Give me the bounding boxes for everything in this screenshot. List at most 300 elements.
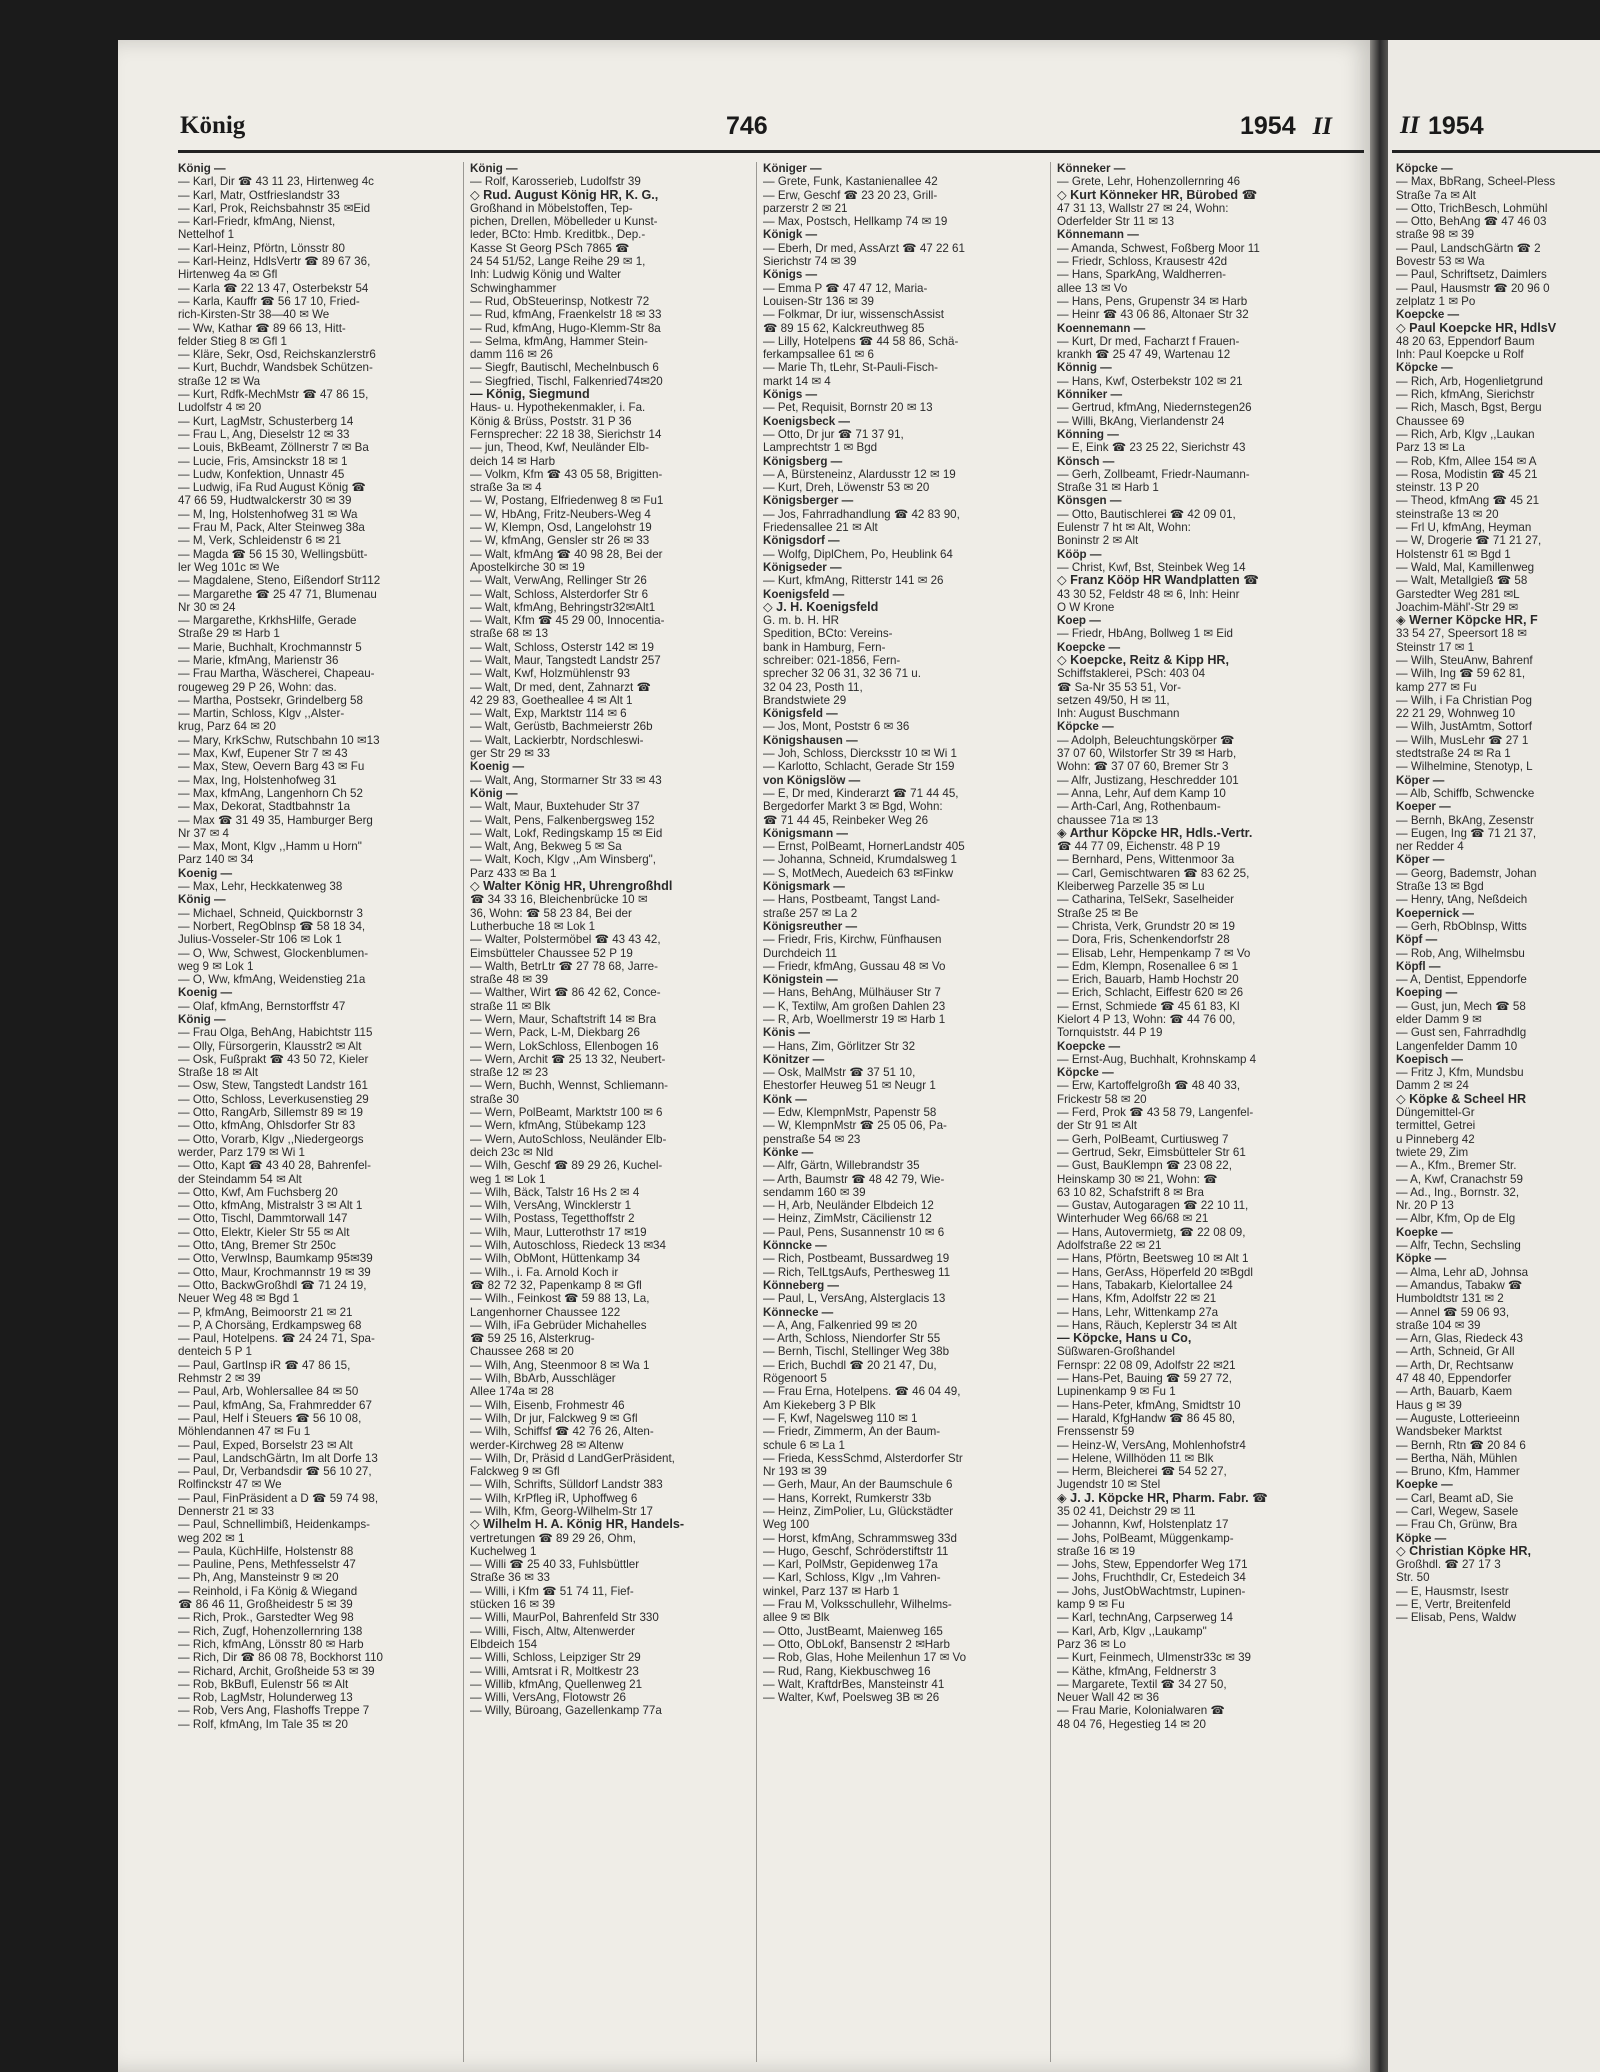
directory-entry: Winterhuder Weg 66/68 ✉ 21 (1057, 1212, 1209, 1226)
directory-entry: — Marie, kfmAng, Marienstr 36 (178, 653, 339, 667)
directory-entry: — Wilh, Bäck, Talstr 16 Hs 2 ✉ 4 (470, 1185, 640, 1199)
directory-entry: — Karla ☎ 22 13 47, Osterbekstr 54 (178, 281, 369, 295)
directory-entry: — Heinz, ZimPolier, Lu, Glückstädter (763, 1504, 954, 1518)
directory-entry: — Johs, Fruchthdlr, Cr, Estedeich 34 (1057, 1571, 1246, 1585)
directory-entry: — Wilh, Dr, Präsid d LandGerPräsident, (470, 1451, 675, 1465)
directory-entry: — Rob, Glas, Hohe Meilenhun 17 ✉ Vo (763, 1651, 967, 1665)
directory-entry: — Martin, Schloss, Klgv ,,Alster- (178, 707, 345, 721)
directory-entry: leder, BCto: Hmb. Kreditbk., Dep.- (470, 228, 646, 242)
directory-entry: — Karl, Prok, Reichsbahnstr 35 ✉Eid (178, 201, 371, 215)
directory-entry: Nr 193 ✉ 39 (763, 1465, 827, 1479)
directory-entry: — O, Ww, kfmAng, Weidenstieg 21a (178, 973, 366, 987)
directory-entry: — Johanna, Schneid, Krumdalsweg 1 (763, 853, 957, 867)
directory-entry: — Wilh, Dr jur, Falckweg 9 ✉ Gfl (470, 1411, 638, 1425)
directory-entry: allee 9 ✉ Blk (763, 1611, 830, 1625)
directory-entry: — Hans, Postbeamt, Tangst Land- (763, 893, 941, 907)
directory-entry: — Gustav, Autogaragen ☎ 22 10 11, (1057, 1199, 1249, 1213)
directory-entry: — Eugen, Ing ☎ 71 21 37, (1396, 826, 1537, 840)
directory-entry: straße 12 ✉ Wa (178, 374, 261, 388)
directory-spread (118, 40, 1600, 2072)
directory-entry: — Walt, Koch, Klgv ,,Am Winsberg", (470, 853, 657, 867)
directory-entry: — Karl, technAng, Carpserweg 14 (1057, 1611, 1233, 1625)
header-year: 1954 (1240, 112, 1296, 140)
directory-entry: Adolfstraße 22 ✉ 21 (1057, 1239, 1162, 1253)
directory-entry: Koepke — (1396, 1225, 1453, 1239)
directory-entry: — Rolf, Karosserieb, Ludolfstr 39 (470, 175, 641, 189)
column-4 (1057, 162, 1349, 2062)
directory-entry: — Wern, LokSchloss, Ellenbogen 16 (470, 1039, 659, 1053)
directory-entry: — M, Verk, Schleidenstr 6 ✉ 21 (178, 534, 342, 548)
directory-entry: — Jos, Mont, Poststr 6 ✉ 36 (763, 720, 910, 734)
directory-entry: — Walt, Gerüstb, Bachmeierstr 26b (470, 720, 653, 734)
directory-entry: — Siegfried, Tischl, Falkenried74✉20 (470, 374, 663, 388)
directory-entry: — Ww, Kathar ☎ 89 66 13, Hitt- (178, 321, 346, 335)
directory-entry: — Alb, Schiffb, Schwencke (1396, 786, 1535, 800)
directory-entry: — Walt, KraftdrBes, Mansteinstr 41 (763, 1677, 945, 1691)
directory-entry: — Osk, MalMstr ☎ 37 51 10, (763, 1066, 916, 1080)
directory-entry: — Karl, Arb, Klgv ,,Laukamp" (1057, 1624, 1207, 1638)
directory-entry: ☎ 71 44 45, Reinbeker Weg 26 (763, 813, 929, 827)
directory-entry: — Henry, tAng, Neßdeich (1396, 893, 1528, 907)
directory-entry: — Kurt, Buchdr, Wandsbek Schützen- (178, 361, 373, 375)
directory-entry: stedtstraße 24 ✉ Ra 1 (1396, 747, 1511, 761)
directory-entry: — Frau Olga, BehAng, Habichtstr 115 (178, 1026, 373, 1040)
directory-entry: — Olaf, kfmAng, Bernstorffstr 47 (178, 999, 346, 1013)
directory-entry: — Friedr, Fris, Kirchw, Fünfhausen (763, 933, 942, 947)
directory-entry: 63 10 82, Schafstrift 8 ✉ Bra (1057, 1185, 1204, 1199)
directory-entry: — Arth, Dr, Rechtsanw (1396, 1358, 1514, 1372)
directory-entry: Königsreuther — (763, 919, 858, 933)
directory-entry: Rögenoort 5 (763, 1372, 827, 1386)
directory-entry: — Alfr, Techn, Sechsling (1396, 1239, 1521, 1253)
directory-entry: Nr. 20 P 13 (1396, 1199, 1454, 1213)
directory-entry: — Wilh, Maur, Lutterothstr 17 ✉19 (470, 1225, 647, 1239)
directory-entry: Friedensallee 21 ✉ Alt (763, 521, 878, 535)
directory-entry: — Wilh, i Fa Christian Pog (1396, 693, 1532, 707)
directory-entry: — Gerh, PolBeamt, Curtiusweg 7 (1057, 1132, 1229, 1146)
directory-entry: — Gerh, Maur, An der Baumschule 6 (763, 1478, 953, 1492)
directory-entry: Kuchelweg 1 (470, 1544, 537, 1558)
directory-entry: — Käthe, kfmAng, Feldnerstr 3 (1057, 1664, 1217, 1678)
directory-entry: — Norbert, RegOblnsp ☎ 58 18 34, (178, 919, 366, 933)
directory-entry: — Martha, Postsekr, Grindelberg 58 (178, 693, 363, 707)
directory-entry: — Jos, Fahrradhandlung ☎ 42 83 90, (763, 507, 960, 521)
directory-entry: — Wilh, Geschf ☎ 89 29 26, Kuchel- (470, 1159, 663, 1173)
directory-entry: — Magdalene, Steno, Eißendorf Str112 (178, 574, 381, 588)
directory-entry: — R, Arb, Woellmerstr 19 ✉ Harb 1 (763, 1013, 946, 1026)
directory-entry: — Wern, Buchh, Wennst, Schliemann- (470, 1079, 669, 1093)
directory-entry: — Annel ☎ 59 06 93, (1396, 1305, 1510, 1319)
directory-entry: — Edw, KlempnMstr, Papenstr 58 (763, 1106, 937, 1120)
directory-entry: — Hans-Peter, kfmAng, Smidtstr 10 (1057, 1398, 1241, 1412)
directory-entry: Inh: Ludwig König und Walter (470, 268, 622, 282)
directory-entry: von Königslöw — (763, 773, 861, 787)
directory-entry: — Margarete, Textil ☎ 34 27 50, (1057, 1677, 1227, 1691)
directory-entry: — Frau Martha, Wäscherei, Chapeau- (178, 667, 375, 681)
directory-entry: — Wern, Maur, Schaftstrift 14 ✉ Bra (470, 1013, 657, 1026)
directory-entry: — Gust sen, Fahrradhdlg (1396, 1026, 1527, 1040)
directory-entry: — Walter, Kwf, Poelsweg 3B ✉ 26 (763, 1691, 940, 1705)
directory-entry: Neuer Weg 48 ✉ Bgd 1 (178, 1292, 299, 1306)
directory-entry: ☎ 86 46 11, Großheidestr 5 ✉ 39 (178, 1598, 353, 1612)
directory-entry: — Gerh, RbOblnsp, Witts (1396, 919, 1527, 933)
directory-entry: allee 13 ✉ Vo (1057, 281, 1128, 295)
directory-entry: — Rich, Prok., Garstedter Weg 98 (178, 1611, 354, 1625)
directory-entry: — Max, Stew, Oevern Barg 43 ✉ Fu (178, 760, 365, 774)
directory-entry: — Johs, Stew, Eppendorfer Weg 171 (1057, 1558, 1248, 1572)
directory-entry: kamp 277 ✉ Fu (1396, 680, 1477, 694)
directory-entry: — E, Vertr, Breitenfeld (1396, 1598, 1511, 1612)
directory-entry: Fernsprecher: 22 18 38, Sierichstr 14 (470, 427, 662, 441)
directory-entry: Rolfinckstr 47 ✉ We (178, 1478, 282, 1492)
directory-entry: König — (470, 162, 518, 175)
directory-entry: Nr 30 ✉ 24 (178, 600, 236, 614)
directory-entry: — Kurt, Rdfk-MechMstr ☎ 47 86 15, (178, 388, 369, 402)
directory-entry: — Walt, Kfm ☎ 45 29 00, Innocentia- (470, 614, 665, 628)
directory-entry: König & Brüss, Poststr. 31 P 36 (470, 414, 632, 428)
directory-entry: — Arn, Glas, Riedeck 43 (1396, 1332, 1523, 1346)
directory-entry: — Christa, Verk, Grundstr 20 ✉ 19 (1057, 919, 1235, 933)
directory-entry: 37 07 60, Wilstorfer Str 39 ✉ Harb, (1057, 747, 1237, 761)
directory-entry: — Wolfg, DiplChem, Po, Heublink 64 (763, 547, 953, 561)
directory-entry: Königseder — (763, 560, 842, 574)
directory-entry: — Walt, VerwAng, Rellinger Str 26 (470, 574, 647, 588)
directory-entry: Boninstr 2 ✉ Alt (1057, 534, 1139, 548)
directory-entry: — Ferd, Prok ☎ 43 58 79, Langenfel- (1057, 1106, 1254, 1120)
directory-entry: — Hans, Pens, Grupenstr 34 ✉ Harb (1057, 294, 1248, 308)
directory-entry: 32 04 23, Posth 11, (763, 680, 863, 694)
directory-entry: — Paul, Arb, Wohlersallee 84 ✉ 50 (178, 1385, 359, 1399)
directory-entry: — Wilh, MusLehr ☎ 27 1 (1396, 733, 1529, 747)
directory-entry: — Frau Marie, Kolonialwaren ☎ (1057, 1704, 1225, 1718)
directory-entry: — Otto, Vorarb, Klgv ,,Niedergeorgs (178, 1132, 364, 1146)
directory-entry: ☎ 34 33 16, Bleichenbrücke 10 ✉ (470, 893, 648, 907)
directory-entry: Köpfl — (1396, 959, 1441, 973)
directory-entry: — Paul, Helf i Steuers ☎ 56 10 08, (178, 1411, 362, 1425)
directory-entry: — Frau Ch, Grünw, Bra (1396, 1518, 1518, 1532)
column-divider (756, 162, 757, 2062)
directory-entry: — A, Dentist, Eppendorfe (1396, 973, 1527, 987)
directory-entry: — Ad., Ing., Bornstr. 32, (1396, 1185, 1520, 1199)
directory-entry: — Otto, Tischl, Dammtorwall 147 (178, 1212, 348, 1226)
directory-entry: — Friedr, HbAng, Bollweg 1 ✉ Eid (1057, 627, 1233, 641)
directory-entry: — Max ☎ 31 49 35, Hamburger Berg (178, 813, 373, 827)
directory-entry: — Bernhard, Pens, Wittenmoor 3a (1057, 853, 1235, 867)
directory-entry: — Arth, Schneid, Gr All (1396, 1345, 1515, 1359)
directory-entry: — Heinz, ZimMstr, Cäcilienstr 12 (763, 1212, 932, 1226)
directory-entry: — A, Kwf, Cranachstr 59 (1396, 1172, 1523, 1186)
directory-entry: — Wilh, Schiffsf ☎ 42 76 26, Alten- (470, 1425, 654, 1439)
directory-entry: Wohn: ☎ 37 07 60, Bremer Str 3 (1057, 760, 1229, 774)
directory-entry: — Wilh, KrPfleg iR, Uphoffweg 6 (470, 1491, 638, 1505)
directory-entry: Durchdeich 11 (763, 946, 837, 960)
directory-entry: Straße 29 ✉ Harb 1 (178, 627, 280, 641)
directory-entry: — Arth, Baumstr ☎ 48 42 79, Wie- (763, 1172, 945, 1186)
directory-entry: — Köpcke, Hans u Co, (1057, 1332, 1192, 1346)
directory-entry: Köper — (1396, 853, 1445, 867)
directory-entry: Köpcke — (1057, 1066, 1114, 1080)
directory-entry: — Wilh, Eisenb, Frohmestr 46 (470, 1398, 625, 1412)
directory-entry: — Karla, Kauffr ☎ 56 17 10, Fried- (178, 294, 360, 308)
directory-entry: Straße 13 ✉ Bgd (1396, 880, 1484, 894)
directory-entry: — Emma P ☎ 47 47 12, Maria- (763, 281, 928, 295)
directory-entry: Parz 140 ✉ 34 (178, 853, 254, 867)
directory-entry: Kleiberweg Parzelle 35 ✉ Lu (1057, 880, 1205, 894)
directory-entry: Humboldtstr 131 ✉ 2 (1396, 1292, 1504, 1306)
directory-entry: — Walth, BetrLtr ☎ 27 78 68, Jarre- (470, 959, 658, 973)
directory-entry: schreiber: 021-1856, Fern- (763, 653, 901, 667)
directory-entry: — Gertrud, Sekr, Eimsbütteler Str 61 (1057, 1145, 1246, 1159)
directory-entry: 47 31 13, Wallstr 27 ✉ 24, Wohn: (1057, 201, 1229, 215)
directory-entry: straße 48 ✉ 39 (470, 973, 549, 987)
directory-entry: straße 16 ✉ 19 (1057, 1544, 1136, 1558)
directory-entry: deich 23c ✉ Nld (470, 1145, 554, 1159)
directory-entry: Königs — (763, 388, 818, 402)
directory-entry: — Wern, PolBeamt, Marktstr 100 ✉ 6 (470, 1106, 663, 1120)
directory-entry: Köpf — (1396, 933, 1438, 947)
directory-entry: Bovestr 53 ✉ Wa (1396, 255, 1485, 269)
directory-entry: zelplatz 1 ✉ Po (1396, 294, 1476, 308)
directory-entry: Könneberg — (763, 1278, 840, 1292)
directory-entry: Straße 31 ✉ Harb 1 (1057, 481, 1159, 495)
directory-entry: — Friedr, Zimmerm, An der Baum- (763, 1425, 941, 1439)
directory-entry: — Willi, i Kfm ☎ 51 74 11, Fief- (470, 1584, 634, 1598)
directory-entry: — Rud, kfmAng, Hugo-Klemm-Str 8a (470, 321, 661, 335)
directory-entry: — W, Drogerie ☎ 71 21 27, (1396, 534, 1542, 548)
directory-entry: — Paul, Pens, Susannenstr 10 ✉ 6 (763, 1225, 945, 1239)
directory-entry: straße 257 ✉ La 2 (763, 906, 858, 920)
directory-entry: — Walt, Exp, Marktstr 114 ✉ 6 (470, 707, 627, 721)
directory-entry: straße 12 ✉ 23 (470, 1066, 549, 1080)
directory-entry: ☎ 82 72 32, Papenkamp 8 ✉ Gfl (470, 1278, 642, 1292)
directory-entry: — Kläre, Sekr, Osd, Reichskanzlerstr6 (178, 348, 376, 362)
directory-entry: Ludolfstr 4 ✉ 20 (178, 401, 262, 415)
directory-entry: — Karl, PolMstr, Gepidenweg 17a (763, 1558, 938, 1572)
directory-entry: — Wilhelmine, Stenotyp, L (1396, 760, 1533, 774)
directory-entry: König — (178, 162, 226, 175)
directory-entry: Sierichstr 74 ✉ 39 (763, 255, 857, 269)
directory-entry: — Dora, Fris, Schenkendorfstr 28 (1057, 933, 1230, 947)
directory-entry: König — (178, 893, 226, 907)
header-running-word: König (180, 112, 246, 139)
directory-entry: Kööp — (1057, 547, 1102, 561)
directory-entry: — Wern, Pack, L-M, Diekbarg 26 (470, 1026, 640, 1040)
directory-entry: — Helene, Willhöden 11 ✉ Blk (1057, 1451, 1214, 1465)
directory-entry: — Richard, Archit, Großheide 53 ✉ 39 (178, 1664, 375, 1678)
directory-entry: — Wern, Archit ☎ 25 13 32, Neubert- (470, 1052, 666, 1066)
directory-entry: — Fritz J, Kfm, Mundsbu (1396, 1066, 1524, 1080)
directory-entry: — Willy, Büroang, Gazellenkamp 77a (470, 1704, 662, 1718)
directory-entry: Köpcke — (1396, 162, 1453, 175)
directory-entry: Koepcke — (1057, 640, 1121, 654)
directory-entry: — Amanda, Schwest, Foßberg Moor 11 (1057, 241, 1260, 255)
directory-entry: Damm 2 ✉ 24 (1396, 1079, 1469, 1093)
directory-entry: — W, Postang, Elfriedenweg 8 ✉ Fu1 (470, 494, 664, 508)
directory-entry: — Willi, VersAng, Flotowstr 26 (470, 1691, 626, 1705)
directory-entry: — Wilh, Postass, Tegetthoffstr 2 (470, 1212, 635, 1226)
directory-entry: Nr 37 ✉ 4 (178, 826, 229, 840)
directory-entry: Königsberger — (763, 494, 854, 508)
directory-entry: — W, kfmAng, Gensler str 26 ✉ 33 (470, 534, 650, 548)
directory-entry: — Joh, Schloss, Diercksstr 10 ✉ Wi 1 (763, 747, 957, 761)
directory-entry: der Steindamm 54 ✉ Alt (178, 1172, 302, 1186)
directory-entry: Lutherbuche 18 ✉ Lok 1 (470, 919, 596, 933)
directory-entry: — Wilh, Kfm, Georg-Wilhelm-Str 17 (470, 1504, 653, 1518)
directory-entry: — Magda ☎ 56 15 30, Wellingsbütt- (178, 547, 368, 561)
directory-entry: — Willi, Schloss, Leipziger Str 29 (470, 1651, 641, 1665)
directory-entry: — Walt, kfmAng ☎ 40 98 28, Bei der (470, 547, 663, 561)
directory-entry: — Gust, jun, Mech ☎ 58 (1396, 999, 1526, 1013)
directory-entry: 42 29 83, Goetheallee 4 ✉ Alt 1 (470, 693, 633, 707)
column-divider (463, 162, 464, 2062)
directory-entry: — Folkmar, Dr iur, wissenschAssist (763, 308, 945, 322)
directory-entry: — Rich, Arb, Klgv ,,Laukan (1396, 427, 1535, 441)
directory-entry: — Otto, TrichBesch, Lohmühl (1396, 201, 1548, 215)
directory-entry: — Otto, kfmAng, Mistralstr 3 ✉ Alt 1 (178, 1199, 363, 1213)
directory-entry: — Walter, Polstermöbel ☎ 43 43 42, (470, 933, 661, 947)
directory-entry: O W Krone (1057, 600, 1115, 614)
directory-entry: — Karl, Matr, Ostfrieslandstr 33 (178, 188, 340, 202)
directory-entry: — Frau Erna, Hotelpens. ☎ 46 04 49, (763, 1385, 961, 1399)
directory-entry: Könke — (763, 1145, 814, 1159)
directory-entry: — Ludwig, iFa Rud August König ☎ (178, 481, 366, 495)
directory-entry: penstraße 54 ✉ 23 (763, 1132, 861, 1146)
directory-entry: krug, Parz 64 ✉ 20 (178, 720, 277, 734)
directory-entry: Köper — (1396, 773, 1445, 787)
directory-entry: — Walther, Wirt ☎ 86 42 62, Conce- (470, 986, 661, 1000)
directory-entry: Könitzer — (763, 1052, 825, 1066)
directory-entry: ◇ Paul Koepcke HR, HdlsV (1396, 321, 1557, 335)
directory-entry: Düngemittel-Gr (1396, 1106, 1475, 1120)
directory-entry: — Hans, Autovermietg, ☎ 22 08 09, (1057, 1225, 1246, 1239)
directory-entry: Köpcke — (1057, 720, 1114, 734)
directory-entry: — Karl, Dir ☎ 43 11 23, Hirtenweg 4c (178, 175, 374, 189)
directory-entry: straße 68 ✉ 13 (470, 627, 549, 641)
directory-entry: — Rolf, kfmAng, Im Tale 35 ✉ 20 (178, 1717, 348, 1731)
directory-entry: — Rich, TelLtgsAufs, Perthesweg 11 (763, 1265, 951, 1279)
directory-entry: Inh: Paul Koepcke u Rolf (1396, 348, 1524, 362)
directory-entry: — Willi, MaurPol, Bahrenfeld Str 330 (470, 1611, 659, 1625)
directory-entry: weg 1 ✉ Lok 1 (470, 1172, 546, 1186)
directory-entry: Wandsbeker Marktst (1396, 1425, 1502, 1439)
directory-entry: — Walt, Pens, Falkenbergsweg 152 (470, 813, 655, 827)
directory-entry: — Friedr, Schloss, Krausestr 42d (1057, 255, 1228, 269)
directory-entry: — Amandus, Tabakw ☎ (1396, 1278, 1523, 1292)
directory-entry: Frickestr 58 ✉ 20 (1057, 1092, 1147, 1106)
directory-entry: — Georg, Bademstr, Johan (1396, 866, 1537, 880)
directory-entry: Elbdeich 154 (470, 1637, 538, 1651)
directory-entry: Straße 25 ✉ Be (1057, 906, 1139, 920)
directory-entry: — jun, Theod, Kwf, Neuländer Elb- (470, 441, 649, 455)
directory-entry: — Wilh, BbArb, Ausschläger (470, 1372, 616, 1386)
directory-entry: straße 104 ✉ 39 (1396, 1318, 1481, 1332)
directory-entry: denteich 5 P 1 (178, 1345, 252, 1359)
scan-background (0, 0, 118, 2072)
directory-entry: — Rosa, Modistin ☎ 45 21 (1396, 467, 1538, 481)
directory-entry: weg 9 ✉ Lok 1 (178, 959, 254, 973)
directory-entry: — Eberh, Dr med, AssArzt ☎ 47 22 61 (763, 241, 965, 255)
directory-entry: Spedition, BCto: Vereins- (763, 627, 893, 641)
directory-entry: Hirtenweg 4a ✉ Gfl (178, 268, 278, 282)
page-header (180, 112, 1360, 152)
directory-entry: — Max, Lehr, Heckkatenweg 38 (178, 880, 343, 894)
directory-entry: 22 21 29, Wohnweg 10 (1396, 707, 1516, 721)
directory-entry: — Wilh, JustAmtm, Sottorf (1396, 720, 1532, 734)
directory-entry: — Otto, Kapt ☎ 43 40 28, Bahrenfel- (178, 1159, 371, 1173)
directory-entry: — Otto, BehAng ☎ 47 46 03 (1396, 215, 1547, 229)
directory-entry: ◇ Walter König HR, Uhrengroßhdl (470, 880, 673, 894)
directory-entry: — Rud, kfmAng, Fraenkelstr 18 ✉ 33 (470, 308, 662, 322)
directory-entry: Inh: August Buschmann (1057, 707, 1180, 721)
directory-entry: u Pinneberg 42 (1396, 1132, 1475, 1146)
directory-entry: Holstenstr 61 ✉ Bgd 1 (1396, 547, 1511, 561)
directory-entry: — Osk, Fußprakt ☎ 43 50 72, Kieler (178, 1052, 369, 1066)
directory-entry: — Walt, kfmAng, Behringstr32✉Alt1 (470, 600, 656, 614)
header-rule (178, 150, 1364, 153)
directory-entry: — Walt, Maur, Buxtehuder Str 37 (470, 800, 640, 814)
directory-entry: Straße 18 ✉ Alt (178, 1066, 258, 1080)
directory-entry: — A, Bürsteneinz, Alardusstr 12 ✉ 19 (763, 467, 956, 481)
directory-entry: Köpcke — (1396, 361, 1453, 375)
directory-entry: Süßwaren-Großhandel (1057, 1345, 1175, 1359)
directory-entry: — Walt, Ang, Stormarner Str 33 ✉ 43 (470, 773, 662, 787)
column-1 (178, 162, 458, 2062)
directory-entry: — Wilh, SteuAnw, Bahrenf (1396, 653, 1533, 667)
directory-entry: — Johannn, Kwf, Holstenplatz 17 (1057, 1518, 1229, 1532)
directory-entry: — Mary, KrkSchw, Rutschbahn 10 ✉13 (178, 733, 380, 747)
directory-entry: G. m. b. H. HR (763, 614, 840, 628)
directory-entry: parzerstr 2 ✉ 21 (763, 201, 848, 215)
directory-entry: — Otto, Maur, Krochmannstr 19 ✉ 39 (178, 1265, 371, 1279)
directory-entry: — W, HbAng, Fritz-Neubers-Weg 4 (470, 507, 651, 521)
directory-entry: — Rud, Rang, Kiekbuschweg 16 (763, 1664, 931, 1678)
directory-entry: Langenhorner Chaussee 122 (470, 1305, 621, 1319)
directory-entry: Julius-Vosseler-Str 106 ✉ Lok 1 (178, 933, 342, 947)
directory-entry: — Paul, Hotelpens. ☎ 24 24 71, Spa- (178, 1332, 375, 1346)
right-page-column (1396, 162, 1600, 2062)
directory-entry: Koenig — (178, 986, 233, 1000)
directory-entry: Kielort 4 P 13, Wohn: ☎ 44 76 00, (1057, 1013, 1236, 1026)
directory-entry: Könning — (1057, 427, 1119, 441)
directory-entry: — Pauline, Pens, Methfesselstr 47 (178, 1558, 356, 1572)
directory-entry: — Rich, Postbeamt, Bussardweg 19 (763, 1252, 950, 1266)
directory-entry: Königstein — (763, 973, 838, 987)
directory-entry: — Otto, VerwInsp, Baumkamp 95✉39 (178, 1252, 373, 1266)
directory-entry: ◇ Franz Kööp HR Wandplatten ☎ (1057, 574, 1259, 588)
directory-entry: ◇ Wilhelm H. A. König HR, Handels- (470, 1518, 685, 1532)
directory-entry: 33 54 27, Speersort 18 ✉ (1396, 627, 1527, 641)
directory-entry: — Hans, Korrekt, Rumkerstr 33b (763, 1491, 932, 1505)
directory-entry: Koenigsbeck — (763, 414, 850, 428)
directory-entry: — K, Textilw, Am großen Dahlen 23 (763, 999, 946, 1013)
directory-entry: König — (470, 786, 518, 800)
directory-entry: — Wilh, Ang, Steenmoor 8 ✉ Wa 1 (470, 1358, 650, 1372)
directory-entry: Könneker — (1057, 162, 1126, 175)
directory-entry: — Hans, Tabakarb, Kielortallee 24 (1057, 1278, 1233, 1292)
directory-entry: — Marie Th, tLehr, St-Pauli-Fisch- (763, 361, 939, 375)
directory-entry: steinstraße 13 ✉ 20 (1396, 507, 1499, 521)
directory-entry: sprecher 32 06 31, 32 36 71 u. (763, 667, 921, 681)
directory-entry: Langenfelder Damm 10 (1396, 1039, 1518, 1053)
directory-entry: Koeping — (1396, 986, 1458, 1000)
directory-entry: der Str 91 ✉ Alt (1057, 1119, 1137, 1133)
directory-entry: — Rob, BkBufl, Eulenstr 56 ✉ Alt (178, 1677, 349, 1691)
directory-entry: ner Redder 4 (1396, 840, 1464, 854)
directory-entry: — Willib, kfmAng, Quellenweg 21 (470, 1677, 643, 1691)
directory-entry: — S, MotMech, Auedeich 63 ✉Finkw (763, 866, 954, 880)
directory-entry: Koepcke — (1396, 308, 1460, 322)
directory-entry: — Bernh, Rtn ☎ 20 84 6 (1396, 1438, 1526, 1452)
